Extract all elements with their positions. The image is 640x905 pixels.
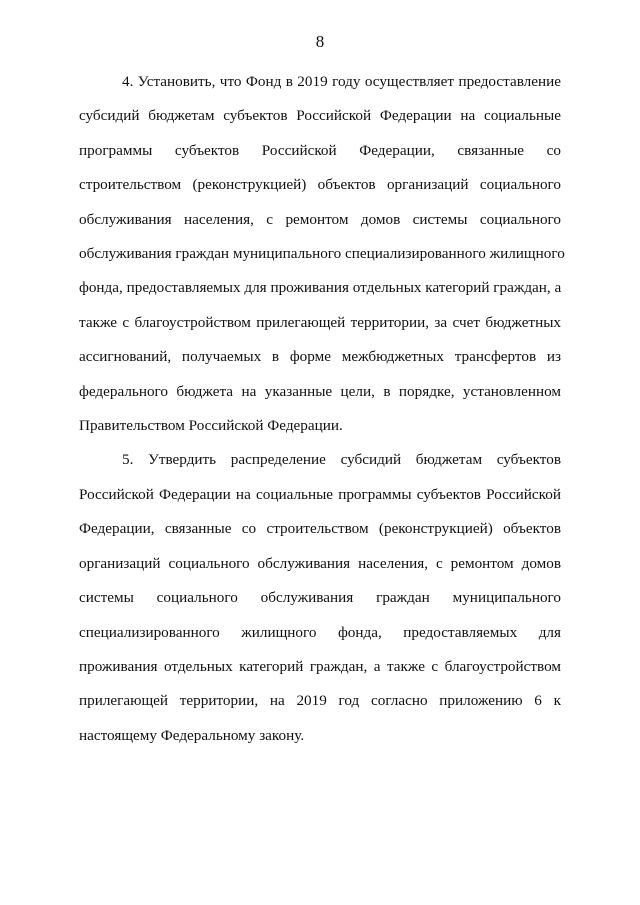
- text-line: системы социального обслуживания граждан муниципального: [79, 589, 561, 607]
- text-line: Правительством Российской Федерации.: [79, 417, 343, 435]
- text-line: 5. Утвердить распределение субсидий бюджетам субъектов: [122, 451, 561, 469]
- text-line: ассигнований, получаемых в форме межбюджетных трансфертов из: [79, 348, 561, 366]
- text-line: настоящему Федеральному закону.: [79, 726, 305, 744]
- text-line: программы субъектов Российской Федерации, связанные со: [79, 141, 561, 159]
- text-line: организаций социального обслуживания населения, с ремонтом домов: [79, 554, 561, 572]
- text-line: также с благоустройством прилегающей территории, за счет бюджетных: [79, 313, 561, 331]
- text-line: 4. Установить, что Фонд в 2019 году осуществляет предоставление: [122, 73, 561, 90]
- text-line: проживания отдельных категорий граждан, а также с благоустройством: [79, 657, 561, 675]
- text-line: субсидий бюджетам субъектов Российской Федерации на социальные: [79, 107, 561, 125]
- document-body: [79, 65, 565, 753]
- page-number: 8: [315, 32, 325, 51]
- text-line: федерального бюджета на указанные цели, в порядке, установленном: [79, 382, 561, 400]
- paragraph-5: [79, 443, 561, 753]
- paragraph-4: [79, 65, 565, 443]
- text-line: фонда, предоставляемых для проживания отдельных категорий граждан, а: [79, 279, 562, 297]
- text-line: Российской Федерации на социальные программы субъектов Российской: [79, 485, 561, 503]
- text-line: строительством (реконструкцией) объектов организаций социального: [79, 176, 561, 194]
- text-line: обслуживания населения, с ремонтом домов системы социального: [79, 210, 561, 228]
- text-line: специализированного жилищного фонда, предоставляемых для: [79, 623, 561, 641]
- text-line: прилегающей территории, на 2019 год согласно приложению 6 к: [79, 692, 561, 710]
- text-line: Федерации, связанные со строительством (реконструкцией) объектов: [79, 520, 561, 538]
- text-line: обслуживания граждан муниципального специализированного жилищного: [79, 245, 565, 263]
